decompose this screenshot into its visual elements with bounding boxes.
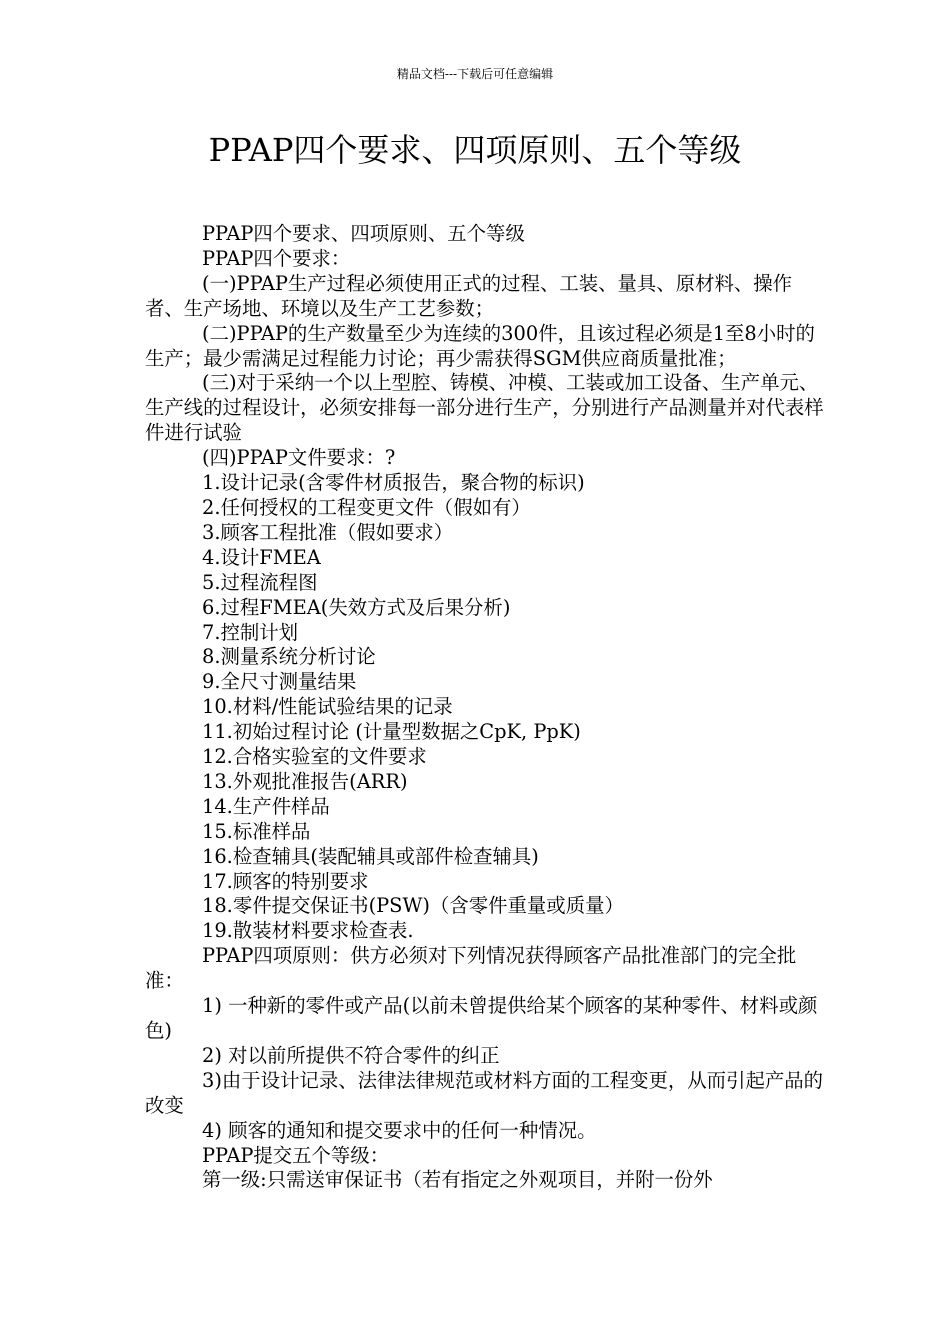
file-requirement-item: 15.标准样品 — [202, 819, 311, 843]
file-requirement-item: 12.合格实验室的文件要求 — [202, 745, 427, 769]
page-header-note: 精品文档---下载后可任意编辑 — [396, 67, 554, 81]
requirement-4: (四)PPAP文件要求：? — [202, 446, 396, 470]
file-requirement-item: 4.设计FMEA — [202, 545, 321, 569]
principles-intro: PPAP四项原则：供方必须对下列情况获得顾客产品批准部门的完全批准： — [145, 944, 797, 993]
requirement-3: (三)对于采纳一个以上型腔、铸模、冲模、工装或加工设备、生产单元、生产线的过程设计，必须安排每一部分进行生产，分别进行产品测量并对代表样件进行试验 — [145, 371, 824, 445]
file-requirement-item: 8.测量系统分析讨论 — [202, 645, 376, 669]
requirement-1: (一)PPAP生产过程必须使用正式的过程、工装、量具、原材料、操作者、生产场地、环境以及生产工艺参数； — [145, 271, 793, 320]
levels-intro: PPAP提交五个等级： — [202, 1143, 390, 1167]
requirement-2: (二)PPAP的生产数量至少为连续的300件，且该过程必须是1至8小时的生产；最少需满足过程能力讨论；再少需获得SGM供应商质量批准； — [145, 321, 815, 370]
principle-item: 1) 一种新的零件或产品(以前未曾提供给某个顾客的某种零件、材料或颜色) — [145, 994, 818, 1042]
file-requirement-item: 13.外观批准报告(ARR) — [202, 769, 408, 793]
principle-item: 2) 对以前所提供不符合零件的纠正 — [202, 1043, 500, 1067]
requirements-heading: PPAP四个要求： — [202, 246, 351, 270]
file-requirement-item: 7.控制计划 — [202, 620, 299, 644]
file-requirement-item: 1.设计记录(含零件材质报告，聚合物的标识) — [202, 471, 585, 495]
principle-item: 3)由于设计记录、法律法律规范或材料方面的工程变更，从而引起产品的改变 — [145, 1068, 824, 1117]
file-requirement-item: 2.任何授权的工程变更文件（假如有） — [202, 495, 531, 519]
level-item: 第一级:只需送审保证书（若有指定之外观项目，并附一份外 — [202, 1168, 713, 1192]
file-requirement-item: 16.检查辅具(装配辅具或部件检查辅具) — [202, 844, 539, 868]
file-requirement-item: 19.散装材料要求检查表. — [202, 919, 414, 943]
file-requirement-item: 11.初始过程讨论 (计量型数据之CpK, PpK) — [202, 720, 581, 744]
file-requirement-item: 17.顾客的特别要求 — [202, 869, 369, 893]
file-requirement-item: 5.过程流程图 — [202, 570, 318, 594]
file-requirement-item: 14.生产件样品 — [202, 794, 330, 818]
file-requirement-item: 10.材料/性能试验结果的记录 — [202, 695, 453, 719]
file-requirement-item: 9.全尺寸测量结果 — [202, 670, 357, 694]
principle-item: 4) 顾客的通知和提交要求中的任何一种情况。 — [202, 1118, 597, 1142]
intro-heading: PPAP四个要求、四项原则、五个等级 — [202, 222, 525, 245]
file-requirement-item: 6.过程FMEA(失效方式及后果分析) — [202, 595, 511, 619]
document-title: PPAP四个要求、四项原则、五个等级 — [208, 131, 742, 169]
file-requirement-item: 18.零件提交保证书(PSW)（含零件重量或质量） — [202, 894, 624, 918]
file-requirement-item: 3.顾客工程批准（假如要求） — [202, 520, 454, 544]
document-body — [145, 222, 825, 1193]
